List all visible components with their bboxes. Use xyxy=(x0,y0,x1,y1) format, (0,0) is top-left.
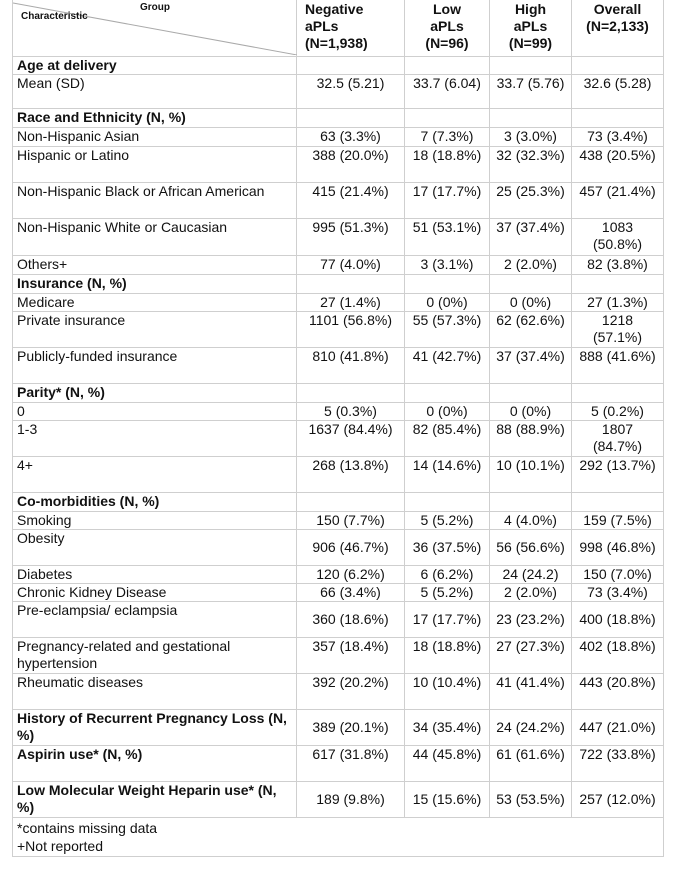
column-header-low: Low aPLs (N=96) xyxy=(405,0,490,57)
row-label: History of Recurrent Pregnancy Loss (N, %) xyxy=(13,710,297,746)
value-low: 7 (7.3%) xyxy=(405,128,490,147)
value-negative: 360 (18.6%) xyxy=(297,602,405,638)
row-label: Non-Hispanic Black or African American xyxy=(13,183,297,219)
value-overall: 150 (7.0%) xyxy=(572,566,664,584)
value-high: 3 (3.0%) xyxy=(490,128,572,147)
row-label: Medicare xyxy=(13,294,297,312)
value-low: 6 (6.2%) xyxy=(405,566,490,584)
footnote-missing-data: *contains missing data xyxy=(17,820,158,836)
value-low: 34 (35.4%) xyxy=(405,710,490,746)
value-high: 23 (23.2%) xyxy=(490,602,572,638)
table-row xyxy=(13,566,664,584)
value-negative xyxy=(297,493,405,512)
value-negative: 63 (3.3%) xyxy=(297,128,405,147)
footnote-not-reported: +Not reported xyxy=(17,838,103,854)
section-row xyxy=(13,109,664,128)
value-negative xyxy=(297,275,405,294)
footnotes xyxy=(13,818,664,857)
value-negative: 392 (20.2%) xyxy=(297,674,405,710)
characteristic-label: Characteristic xyxy=(21,11,88,22)
value-overall xyxy=(572,57,664,75)
table-row xyxy=(13,219,664,256)
row-label: Co-morbidities (N, %) xyxy=(13,493,297,512)
table-row xyxy=(13,147,664,183)
value-high: 24 (24.2) xyxy=(490,566,572,584)
value-low: 33.7 (6.04) xyxy=(405,75,490,109)
table-row xyxy=(13,348,664,384)
value-negative: 150 (7.7%) xyxy=(297,512,405,530)
value-overall: 159 (7.5%) xyxy=(572,512,664,530)
value-overall xyxy=(572,275,664,294)
table-row xyxy=(13,294,664,312)
column-header-negative: Negative aPLs (N=1,938) xyxy=(297,0,405,57)
row-label: Aspirin use* (N, %) xyxy=(13,746,297,782)
value-high: 41 (41.4%) xyxy=(490,674,572,710)
value-overall: 73 (3.4%) xyxy=(572,128,664,147)
group-label: Group xyxy=(140,2,170,13)
value-high xyxy=(490,275,572,294)
value-low: 5 (5.2%) xyxy=(405,584,490,602)
value-high: 24 (24.2%) xyxy=(490,710,572,746)
value-high: 2 (2.0%) xyxy=(490,256,572,275)
value-negative: 77 (4.0%) xyxy=(297,256,405,275)
value-negative: 189 (9.8%) xyxy=(297,782,405,818)
value-low xyxy=(405,493,490,512)
value-low: 44 (45.8%) xyxy=(405,746,490,782)
value-high: 32 (32.3%) xyxy=(490,147,572,183)
value-negative: 995 (51.3%) xyxy=(297,219,405,256)
value-low: 41 (42.7%) xyxy=(405,348,490,384)
value-low: 82 (85.4%) xyxy=(405,421,490,457)
row-label: Insurance (N, %) xyxy=(13,275,297,294)
table-row xyxy=(13,512,664,530)
section-row xyxy=(13,384,664,403)
section-row xyxy=(13,746,664,782)
table-row xyxy=(13,312,664,348)
value-low: 14 (14.6%) xyxy=(405,457,490,493)
row-label: Publicly-funded insurance xyxy=(13,348,297,384)
value-negative: 415 (21.4%) xyxy=(297,183,405,219)
value-low xyxy=(405,109,490,128)
value-low: 10 (10.4%) xyxy=(405,674,490,710)
value-negative: 66 (3.4%) xyxy=(297,584,405,602)
table-row xyxy=(13,256,664,275)
row-label: Obesity xyxy=(13,530,297,566)
value-low: 17 (17.7%) xyxy=(405,183,490,219)
footnote-row xyxy=(13,818,664,857)
table-row xyxy=(13,421,664,457)
value-overall: 1083 (50.8%) xyxy=(572,219,664,256)
value-high: 33.7 (5.76) xyxy=(490,75,572,109)
row-label: 1-3 xyxy=(13,421,297,457)
section-row xyxy=(13,493,664,512)
row-label: Private insurance xyxy=(13,312,297,348)
value-high: 0 (0%) xyxy=(490,294,572,312)
value-negative xyxy=(297,109,405,128)
value-negative: 810 (41.8%) xyxy=(297,348,405,384)
value-overall: 722 (33.8%) xyxy=(572,746,664,782)
table-row xyxy=(13,403,664,421)
value-negative: 617 (31.8%) xyxy=(297,746,405,782)
value-negative: 357 (18.4%) xyxy=(297,638,405,674)
value-low: 55 (57.3%) xyxy=(405,312,490,348)
value-overall: 888 (41.6%) xyxy=(572,348,664,384)
value-high: 0 (0%) xyxy=(490,403,572,421)
value-negative: 27 (1.4%) xyxy=(297,294,405,312)
table-row xyxy=(13,530,664,566)
row-label: 0 xyxy=(13,403,297,421)
value-overall: 457 (21.4%) xyxy=(572,183,664,219)
value-negative: 388 (20.0%) xyxy=(297,147,405,183)
row-label: Others+ xyxy=(13,256,297,275)
value-overall: 82 (3.8%) xyxy=(572,256,664,275)
value-high: 53 (53.5%) xyxy=(490,782,572,818)
value-overall: 402 (18.8%) xyxy=(572,638,664,674)
value-high: 2 (2.0%) xyxy=(490,584,572,602)
value-overall xyxy=(572,384,664,403)
value-overall: 5 (0.2%) xyxy=(572,403,664,421)
value-negative: 5 (0.3%) xyxy=(297,403,405,421)
value-high: 27 (27.3%) xyxy=(490,638,572,674)
value-overall: 998 (46.8%) xyxy=(572,530,664,566)
value-high: 37 (37.4%) xyxy=(490,348,572,384)
row-label: Non-Hispanic Asian xyxy=(13,128,297,147)
value-negative: 1637 (84.4%) xyxy=(297,421,405,457)
section-row xyxy=(13,782,664,818)
row-label: Race and Ethnicity (N, %) xyxy=(13,109,297,128)
table-row xyxy=(13,584,664,602)
value-negative: 120 (6.2%) xyxy=(297,566,405,584)
value-negative: 32.5 (5.21) xyxy=(297,75,405,109)
section-row xyxy=(13,710,664,746)
value-negative xyxy=(297,57,405,75)
row-label: Chronic Kidney Disease xyxy=(13,584,297,602)
value-overall: 27 (1.3%) xyxy=(572,294,664,312)
value-overall: 438 (20.5%) xyxy=(572,147,664,183)
row-label: Low Molecular Weight Heparin use* (N, %) xyxy=(13,782,297,818)
row-label: Hispanic or Latino xyxy=(13,147,297,183)
value-overall: 257 (12.0%) xyxy=(572,782,664,818)
section-row xyxy=(13,275,664,294)
value-high xyxy=(490,493,572,512)
value-low xyxy=(405,384,490,403)
row-label: 4+ xyxy=(13,457,297,493)
value-overall: 447 (21.0%) xyxy=(572,710,664,746)
table-row xyxy=(13,183,664,219)
value-low: 18 (18.8%) xyxy=(405,638,490,674)
value-high: 62 (62.6%) xyxy=(490,312,572,348)
column-header-high: High aPLs (N=99) xyxy=(490,0,572,57)
table-row xyxy=(13,638,664,674)
value-low: 3 (3.1%) xyxy=(405,256,490,275)
value-low xyxy=(405,57,490,75)
header-row xyxy=(13,0,664,57)
table-row xyxy=(13,457,664,493)
value-low: 0 (0%) xyxy=(405,403,490,421)
value-overall: 32.6 (5.28) xyxy=(572,75,664,109)
value-overall xyxy=(572,109,664,128)
value-overall xyxy=(572,493,664,512)
row-label: Smoking xyxy=(13,512,297,530)
value-negative: 1101 (56.8%) xyxy=(297,312,405,348)
value-high xyxy=(490,57,572,75)
value-low: 51 (53.1%) xyxy=(405,219,490,256)
column-header-overall: Overall (N=2,133) xyxy=(572,0,664,57)
table-row xyxy=(13,674,664,710)
row-label: Pre-eclampsia/ eclampsia xyxy=(13,602,297,638)
value-high: 88 (88.9%) xyxy=(490,421,572,457)
value-high xyxy=(490,384,572,403)
value-high: 25 (25.3%) xyxy=(490,183,572,219)
value-high: 61 (61.6%) xyxy=(490,746,572,782)
value-negative: 268 (13.8%) xyxy=(297,457,405,493)
row-label: Age at delivery xyxy=(13,57,297,75)
row-label: Diabetes xyxy=(13,566,297,584)
value-high: 4 (4.0%) xyxy=(490,512,572,530)
value-negative: 389 (20.1%) xyxy=(297,710,405,746)
value-high: 56 (56.6%) xyxy=(490,530,572,566)
value-negative: 906 (46.7%) xyxy=(297,530,405,566)
section-row xyxy=(13,57,664,75)
value-low: 36 (37.5%) xyxy=(405,530,490,566)
value-low: 17 (17.7%) xyxy=(405,602,490,638)
table-row xyxy=(13,602,664,638)
row-label: Rheumatic diseases xyxy=(13,674,297,710)
table-row xyxy=(13,75,664,109)
value-overall: 292 (13.7%) xyxy=(572,457,664,493)
value-low: 5 (5.2%) xyxy=(405,512,490,530)
value-high: 10 (10.1%) xyxy=(490,457,572,493)
value-low: 15 (15.6%) xyxy=(405,782,490,818)
diagonal-header-cell xyxy=(13,0,297,57)
value-low: 18 (18.8%) xyxy=(405,147,490,183)
value-overall: 73 (3.4%) xyxy=(572,584,664,602)
value-overall: 400 (18.8%) xyxy=(572,602,664,638)
value-high xyxy=(490,109,572,128)
row-label: Non-Hispanic White or Caucasian xyxy=(13,219,297,256)
table-row xyxy=(13,128,664,147)
value-negative xyxy=(297,384,405,403)
value-overall: 1218 (57.1%) xyxy=(572,312,664,348)
row-label: Parity* (N, %) xyxy=(13,384,297,403)
row-label: Pregnancy-related and gestational hypertension xyxy=(13,638,297,674)
value-overall: 443 (20.8%) xyxy=(572,674,664,710)
demographics-table xyxy=(12,0,664,857)
value-low: 0 (0%) xyxy=(405,294,490,312)
value-high: 37 (37.4%) xyxy=(490,219,572,256)
row-label: Mean (SD) xyxy=(13,75,297,109)
value-overall: 1807 (84.7%) xyxy=(572,421,664,457)
value-low xyxy=(405,275,490,294)
